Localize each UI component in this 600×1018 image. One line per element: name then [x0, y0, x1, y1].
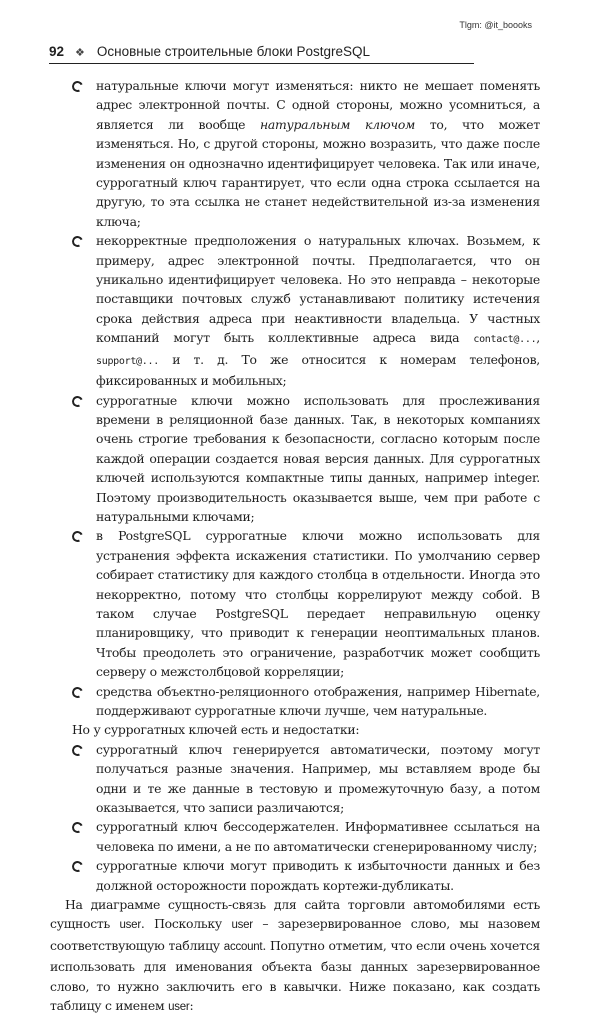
bullet-icon: [70, 685, 84, 699]
cons-intro: Но у суррогатных ключей есть и недостатки:: [72, 722, 360, 738]
list-item: средства объектно-реляционного отображения, например Hibernate, поддерживают суррогатные ключи лучше, чем натуральные.: [72, 682, 540, 721]
bullet-icon: [70, 235, 84, 249]
chapter-title: Основные строительные блоки PostgreSQL: [96, 44, 371, 59]
bullet-icon: [70, 394, 84, 408]
diamond-separator-icon: ❖: [75, 47, 85, 59]
list-item: суррогатные ключи можно использовать для прослеживания времени в реляционной базе данных. Так, в некоторых компаниях очень строгие требования к безопасности, согласно которым после каждой операции создается новая версия данных. Для суррогатных ключей используются компактные типы данных, например integer. Поэтому производительность оказывается выше, чем при работе с натуральными ключами;: [72, 391, 540, 527]
code-inline: account: [223, 940, 263, 953]
list-item: суррогатные ключи могут приводить к избыточности данных и без должной осторожности порождать кортежи-дубликаты.: [72, 856, 540, 895]
cons-list: [72, 740, 540, 895]
bullet-icon: [70, 79, 84, 93]
emphasis: натуральным ключом: [259, 116, 416, 132]
watermark: Tlgm: @it_boooks: [459, 20, 532, 30]
bullet-icon: [70, 860, 84, 874]
list-item: натуральные ключи могут изменяться: никто не мешает поменять адрес электронной почты. С одной стороны, можно усомниться, а является ли вообще натуральным ключом то, что может изменяться. Но, с другой стороны, можно возразить, что даже после изменения он однозначно идентифицирует человека. Так или иначе, суррогатный ключ гарантирует, что если одна строка ссылается на другую, то эта ссылка не станет недействительной из-за изменения ключа;: [72, 76, 540, 231]
list-item: суррогатный ключ бессодержателен. Информативнее ссылаться на человека по имени, а не по автоматически сгенерированному числу;: [72, 817, 540, 856]
page-header: [49, 44, 474, 64]
code-inline: support@...: [96, 355, 159, 367]
closing-paragraph: На диаграмме сущность-связь для сайта торговли автомобилями есть сущность user. Поскольку user – зарезервированное слово, мы назовем соответствующую таблицу account. Попутно отметим, что если очень хочется использовать для именования объекта базы данных зарезервированное слово, то нужно заключить его в кавычки. Ниже показано, как создать таблицу с именем user:: [50, 897, 540, 1014]
code-inline: contact@...: [473, 334, 537, 346]
pros-list: [72, 76, 540, 720]
bullet-icon: [70, 821, 84, 835]
code-inline: user: [168, 1001, 190, 1014]
page-body: [50, 76, 540, 1018]
page-number: 92: [49, 44, 65, 59]
code-inline: user: [231, 919, 253, 932]
list-item: некорректные предположения о натуральных ключах. Возьмем, к примеру, адрес электронной почты. Предполагается, что он уникально идентифицирует человека. Но это неправда – некоторые поставщики почтовых служб устанавливают политику истечения срока действия адреса при неактивности владельца. У частных компаний могут быть коллективные адреса вида contact@..., support@... и т. д. То же относится к номерам телефонов, фиксированных и мобильных;: [72, 231, 540, 390]
code-inline: user: [119, 919, 141, 932]
bullet-icon: [70, 530, 84, 544]
bullet-icon: [70, 743, 84, 757]
list-item: суррогатный ключ генерируется автоматически, поэтому могут получаться разные значения. Например, мы вставляем вроде бы одни и те же данные в тестовую и промежуточную базу, а потом оказывается, что записи различаются;: [72, 740, 540, 818]
list-item: в PostgreSQL суррогатные ключи можно использовать для устранения эффекта искажения статистики. По умолчанию сервер собирает статистику для каждого столбца в отдельности. Иногда это некорректно, потому что столбцы коррелируют между собой. В таком случае PostgreSQL передает неправильную оценку планировщику, что приводит к генерации неоптимальных планов. Чтобы преодолеть это ограничение, разработчик может сообщить серверу о межстолбцовой корреляции;: [72, 526, 540, 681]
